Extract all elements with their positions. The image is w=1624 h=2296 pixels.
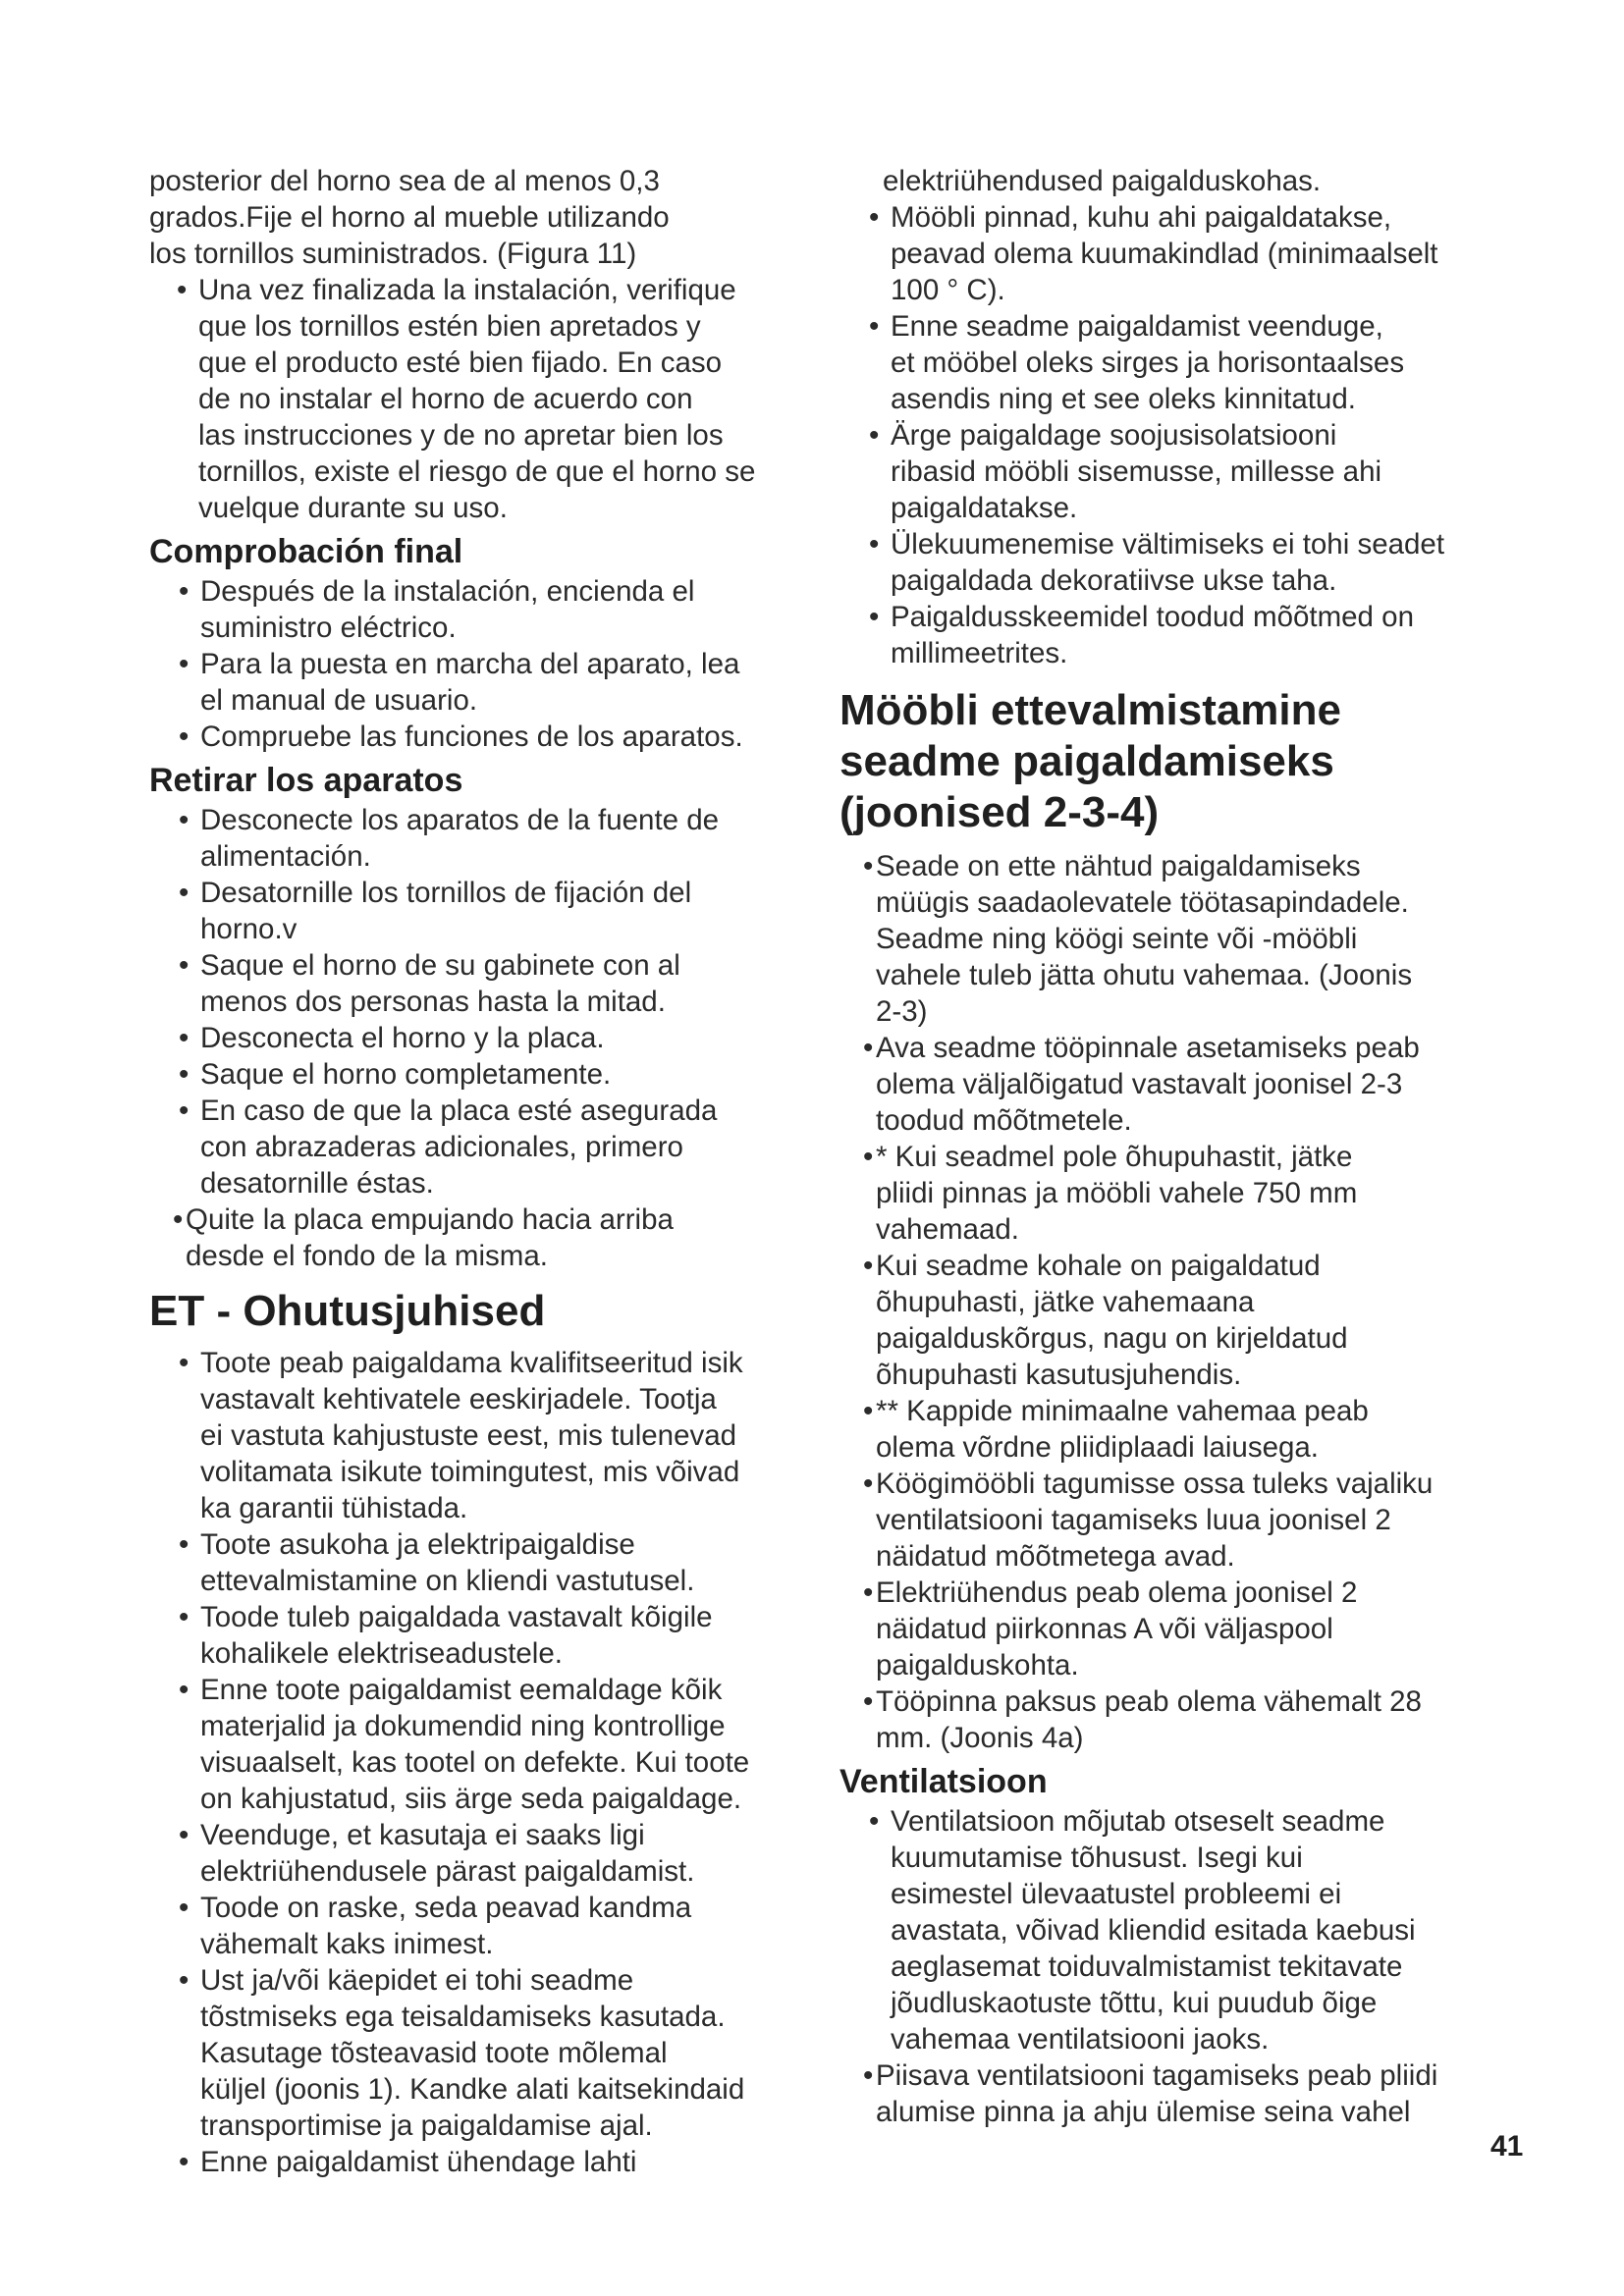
bullet-icon: • xyxy=(863,1395,874,1427)
bullet-icon: • xyxy=(863,1250,874,1282)
bullet-icon: • xyxy=(869,601,880,633)
text-line: grados.Fije el horno al mueble utilizando xyxy=(149,201,670,234)
text-line: Mööbli pinnad, kuhu ahi paigaldatakse, xyxy=(891,201,1392,234)
text-line: * Kui seadmel pole õhupuhastit, jätke xyxy=(876,1141,1353,1173)
list-item xyxy=(179,2144,797,2180)
bullet-icon: • xyxy=(869,419,880,452)
text-line: visuaalselt, kas tootel on defekte. Kui toote xyxy=(200,1746,750,1779)
heading-line: (joonised 2-3-4) xyxy=(839,788,1160,836)
list-item xyxy=(179,1020,797,1056)
text-line: de no instalar el horno de acuerdo con xyxy=(198,383,693,415)
section-heading-retirar: Retirar los aparatos xyxy=(149,762,463,799)
text-line: näidatud mõõtmetega avad. xyxy=(876,1540,1235,1573)
list-item xyxy=(179,1526,797,1599)
list-item xyxy=(869,599,1497,671)
section-heading-moobli xyxy=(839,685,1497,838)
intro-paragraph xyxy=(149,163,797,272)
list-item xyxy=(869,526,1497,599)
list-item xyxy=(179,802,797,875)
text-line: con abrazaderas adicionales, primero xyxy=(200,1131,683,1163)
list-item xyxy=(179,1599,797,1672)
bullet-icon: • xyxy=(869,201,880,234)
bullet-icon: • xyxy=(863,1032,874,1064)
text-line: Saque el horno completamente. xyxy=(200,1058,612,1091)
text-line: millimeetrites. xyxy=(891,637,1068,669)
text-line: näidatud piirkonnas A või väljaspool xyxy=(876,1613,1333,1645)
list-item xyxy=(173,1201,797,1274)
bullet-icon: • xyxy=(863,1141,874,1173)
text-line: Enne seadme paigaldamist veenduge, xyxy=(891,310,1383,343)
text-line: esimestel ülevaatustel probleemi ei xyxy=(891,1878,1342,1910)
bullet-icon: • xyxy=(179,1528,189,1561)
left-column xyxy=(149,163,797,2180)
text-line: alimentación. xyxy=(200,840,371,873)
text-line: ventilatsiooni tagamiseks luua joonisel 2 xyxy=(876,1504,1391,1536)
text-line: Enne toote paigaldamist eemaldage kõik xyxy=(200,1674,723,1706)
list-item xyxy=(179,1817,797,1890)
list-item xyxy=(869,1803,1497,2057)
text-line: ** Kappide minimaalne vahemaa peab xyxy=(876,1395,1369,1427)
heading-line: Mööbli ettevalmistamine xyxy=(839,686,1342,734)
text-line: vahemaad. xyxy=(876,1213,1019,1246)
bullet-icon: • xyxy=(863,1685,874,1718)
list-item xyxy=(179,875,797,947)
list-item xyxy=(179,1345,797,1526)
list-item xyxy=(179,947,797,1020)
bullet-icon: • xyxy=(179,1819,189,1851)
text-line: menos dos personas hasta la mitad. xyxy=(200,986,666,1018)
text-line: Kasutage tõsteavasid toote mõlemal xyxy=(200,2037,668,2069)
text-line: desatornille éstas. xyxy=(200,1167,434,1200)
text-line: Toote peab paigaldama kvalifitseeritud isik xyxy=(200,1347,743,1379)
text-line: En caso de que la placa esté asegurada xyxy=(200,1095,718,1127)
bullet-icon: • xyxy=(179,1347,189,1379)
text-line: õhupuhasti kasutusjuhendis. xyxy=(876,1359,1242,1391)
text-line: Compruebe las funciones de los aparatos. xyxy=(200,721,743,753)
text-line: Toote asukoha ja elektripaigaldise xyxy=(200,1528,635,1561)
text-line: el manual de usuario. xyxy=(200,684,478,717)
list-item xyxy=(869,199,1497,308)
bullet-icon: • xyxy=(863,1576,874,1609)
text-line: paigaldada dekoratiivse ukse taha. xyxy=(891,564,1337,597)
bullet-icon: • xyxy=(179,877,189,909)
text-line: ettevalmistamine on kliendi vastutusel. xyxy=(200,1565,695,1597)
bullet-icon: • xyxy=(179,721,189,753)
list-item xyxy=(863,1248,1497,1393)
list-item xyxy=(863,1466,1497,1575)
bullet-icon: • xyxy=(179,1601,189,1633)
section-heading-ventilatsioon: Ventilatsioon xyxy=(839,1763,1048,1800)
text-line: Ülekuumenemise vältimiseks ei tohi seadet xyxy=(891,528,1445,561)
text-line: et mööbel oleks sirges ja horisontaalses xyxy=(891,347,1405,379)
list-item xyxy=(869,308,1497,417)
text-line: transportimise ja paigaldamise ajal. xyxy=(200,2109,653,2142)
text-line: Ärge paigaldage soojusisolatsiooni xyxy=(891,419,1337,452)
text-line: volitamata isikute toimingutest, mis võivad xyxy=(200,1456,740,1488)
section-heading-comprobacion: Comprobación final xyxy=(149,533,463,570)
text-line: õhupuhasti, jätke vahemaana xyxy=(876,1286,1255,1318)
text-line: Piisava ventilatsiooni tagamiseks peab pliidi xyxy=(876,2059,1438,2092)
text-line: müügis saadaolevatele töötasapindadele. xyxy=(876,886,1409,919)
list-item xyxy=(179,1056,797,1093)
list-item xyxy=(863,1030,1497,1139)
text-line: on kahjustatud, siis ärge seda paigaldage. xyxy=(200,1783,742,1815)
list-item xyxy=(177,272,797,526)
bullet-icon: • xyxy=(869,310,880,343)
text-line: posterior del horno sea de al menos 0,3 xyxy=(149,165,660,197)
bullet-icon: • xyxy=(179,949,189,982)
list-item xyxy=(863,1683,1497,1756)
text-line: kuumutamise tõhusust. Isegi kui xyxy=(891,1842,1303,1874)
text-line: ka garantii tühistada. xyxy=(200,1492,468,1524)
text-line: suministro eléctrico. xyxy=(200,612,457,644)
text-line: 2-3) xyxy=(876,995,928,1028)
text-line: horno.v xyxy=(200,913,298,945)
text-line: mm. (Joonis 4a) xyxy=(876,1722,1084,1754)
bullet-icon: • xyxy=(173,1203,184,1236)
bullet-icon: • xyxy=(863,850,874,882)
list-item xyxy=(863,2057,1497,2130)
text-line: Una vez finalizada la instalación, verifique xyxy=(198,274,736,306)
bullet-icon: • xyxy=(179,1058,189,1091)
text-line: olema võrdne pliidiplaadi laiusega. xyxy=(876,1431,1319,1464)
list-item xyxy=(863,1575,1497,1683)
text-line: elektriühendused paigalduskohas. xyxy=(883,165,1322,197)
bullet-icon: • xyxy=(179,648,189,680)
text-line: Tööpinna paksus peab olema vähemalt 28 xyxy=(876,1685,1422,1718)
list-item xyxy=(863,1393,1497,1466)
right-column xyxy=(839,163,1497,2130)
text-line: paigalduskohta. xyxy=(876,1649,1079,1682)
text-line: toodud mõõtmetele. xyxy=(876,1104,1132,1137)
bullet-icon: • xyxy=(177,274,188,306)
text-line: vuelque durante su uso. xyxy=(198,492,508,524)
text-line: paigalduskõrgus, nagu on kirjeldatud xyxy=(876,1322,1348,1355)
text-line: Elektriühendus peab olema joonisel 2 xyxy=(876,1576,1358,1609)
text-line: küljel (joonis 1). Kandke alati kaitsekindaid xyxy=(200,2073,745,2106)
text-line: Enne paigaldamist ühendage lahti xyxy=(200,2146,637,2178)
text-line: alumise pinna ja ahju ülemise seina vahel xyxy=(876,2096,1411,2128)
bullet-icon: • xyxy=(179,1892,189,1924)
bullet-icon: • xyxy=(179,1964,189,1997)
bullet-icon: • xyxy=(863,2059,874,2092)
text-line: Veenduge, et kasutaja ei saaks ligi xyxy=(200,1819,645,1851)
text-line: asendis ning et see oleks kinnitatud. xyxy=(891,383,1356,415)
text-line: Ava seadme tööpinnale asetamiseks peab xyxy=(876,1032,1420,1064)
text-line: Para la puesta en marcha del aparato, lea xyxy=(200,648,740,680)
text-line: tõstmiseks ega teisaldamiseks kasutada. xyxy=(200,2001,726,2033)
text-line: Desconecte los aparatos de la fuente de xyxy=(200,804,720,836)
bullet-icon: • xyxy=(179,2146,189,2178)
text-line: Kui seadme kohale on paigaldatud xyxy=(876,1250,1321,1282)
text-line: ei vastuta kahjustuste eest, mis tulenevad xyxy=(200,1419,737,1452)
text-line: desde el fondo de la misma. xyxy=(186,1240,548,1272)
text-line: olema väljalõigatud vastavalt joonisel 2-3 xyxy=(876,1068,1403,1100)
text-line: kohalikele elektriseadustele. xyxy=(200,1637,563,1670)
bullet-icon: • xyxy=(179,1674,189,1706)
text-line: Toode tuleb paigaldada vastavalt kõigile xyxy=(200,1601,713,1633)
text-line: vähemalt kaks inimest. xyxy=(200,1928,494,1960)
text-line: Desatornille los tornillos de fijación del xyxy=(200,877,692,909)
bullet-icon: • xyxy=(179,1022,189,1054)
text-line: peavad olema kuumakindlad (minimaalselt xyxy=(891,238,1438,270)
text-line: Saque el horno de su gabinete con al xyxy=(200,949,680,982)
text-line: Ust ja/või käepidet ei tohi seadme xyxy=(200,1964,634,1997)
list-item xyxy=(863,1139,1497,1248)
list-item xyxy=(179,719,797,755)
bullet-icon: • xyxy=(869,1805,880,1838)
text-line: materjalid ja dokumendid ning kontrollige xyxy=(200,1710,726,1742)
text-line: aeglasemat toiduvalmistamist tekitavate xyxy=(891,1950,1403,1983)
text-line: vastavalt kehtivatele eeskirjadele. Tootja xyxy=(200,1383,717,1415)
text-line: jõudluskaotuste tõttu, kui puudub õige xyxy=(891,1987,1378,2019)
text-line: pliidi pinnas ja mööbli vahele 750 mm xyxy=(876,1177,1358,1209)
text-line: que el producto esté bien fijado. En caso xyxy=(198,347,723,379)
list-item xyxy=(179,1962,797,2144)
bullet-icon: • xyxy=(863,1468,874,1500)
list-item xyxy=(869,417,1497,526)
text-line: Köögimööbli tagumisse ossa tuleks vajaliku xyxy=(876,1468,1434,1500)
text-line: vahemaa ventilatsiooni jaoks. xyxy=(891,2023,1270,2056)
text-line: 100 ° C). xyxy=(891,274,1005,306)
text-line: Después de la instalación, encienda el xyxy=(200,575,695,608)
text-line: Seadme ning köögi seinte või -mööbli xyxy=(876,923,1358,955)
list-item xyxy=(179,1890,797,1962)
list-item xyxy=(179,646,797,719)
text-line: Quite la placa empujando hacia arriba xyxy=(186,1203,674,1236)
bullet-icon: • xyxy=(179,804,189,836)
text-line: los tornillos suministrados. (Figura 11) xyxy=(149,238,637,270)
text-line: las instrucciones y de no apretar bien los xyxy=(198,419,724,452)
bullet-icon: • xyxy=(179,575,189,608)
text-line: paigaldatakse. xyxy=(891,492,1078,524)
text-line: Ventilatsioon mõjutab otseselt seadme xyxy=(891,1805,1385,1838)
list-item xyxy=(179,573,797,646)
heading-line: seadme paigaldamiseks xyxy=(839,737,1334,785)
text-line: Paigaldusskeemidel toodud mõõtmed on xyxy=(891,601,1414,633)
text-line: elektriühendusele pärast paigaldamist. xyxy=(200,1855,695,1888)
bullet-icon: • xyxy=(869,528,880,561)
text-line: avastata, võivad kliendid esitada kaebusi xyxy=(891,1914,1416,1947)
list-item xyxy=(179,1093,797,1201)
bullet-icon: • xyxy=(179,1095,189,1127)
text-line: tornillos, existe el riesgo de que el horno se xyxy=(198,455,756,488)
section-heading-et-ohutusjuhised: ET - Ohutusjuhised xyxy=(149,1287,546,1335)
text-line: Desconecta el horno y la placa. xyxy=(200,1022,605,1054)
list-item xyxy=(863,848,1497,1030)
text-line: ribasid mööbli sisemusse, millesse ahi xyxy=(891,455,1382,488)
text-line: vahele tuleb jätta ohutu vahemaa. (Joonis xyxy=(876,959,1413,991)
list-item xyxy=(179,1672,797,1817)
page-number: 41 xyxy=(1490,2130,1524,2163)
text-line: Seade on ette nähtud paigaldamiseks xyxy=(876,850,1361,882)
text-line: que los tornillos estén bien apretados y xyxy=(198,310,701,343)
text-line: Toode on raske, seda peavad kandma xyxy=(200,1892,692,1924)
